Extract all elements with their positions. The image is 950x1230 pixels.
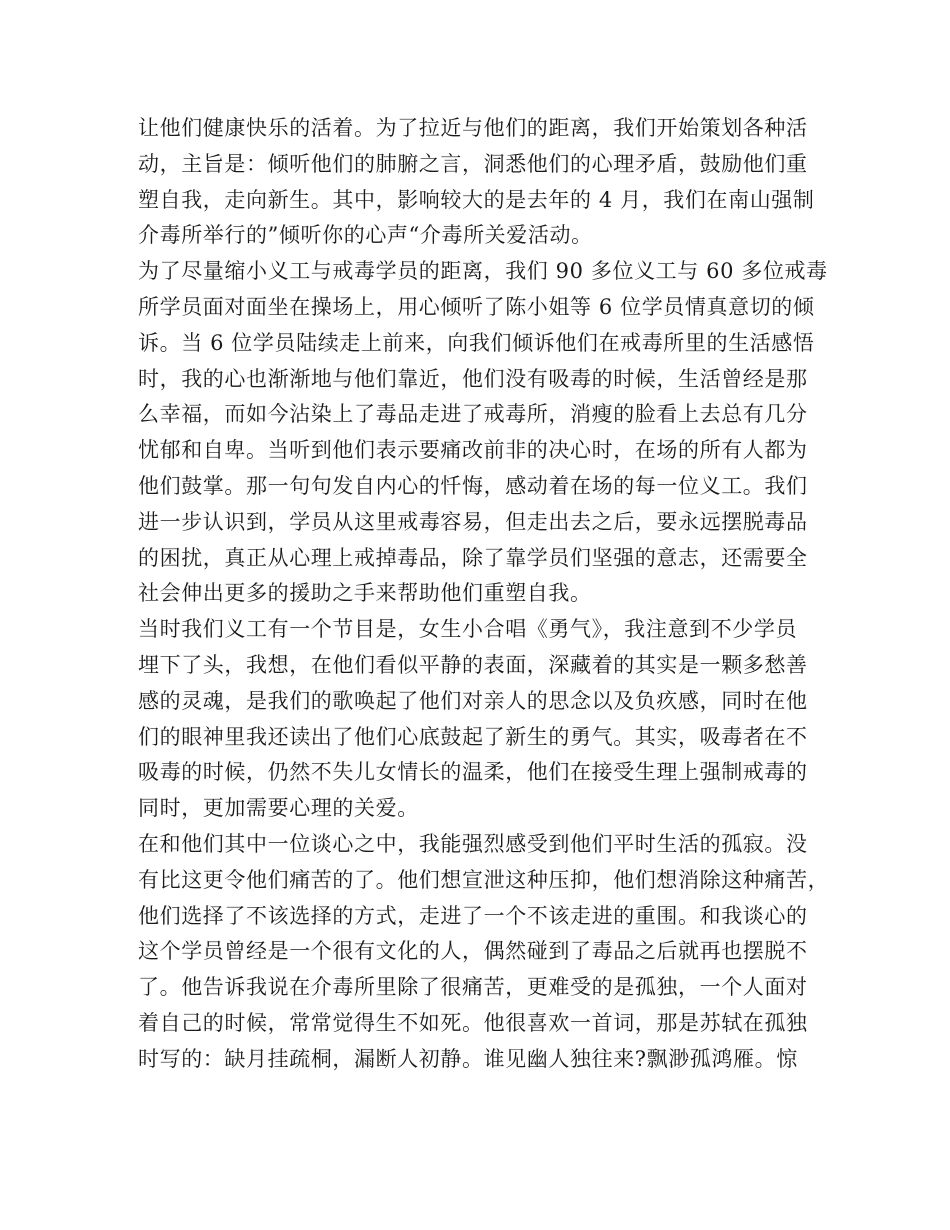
text-line: 时，我的心也渐渐地与他们靠近，他们没有吸毒的时候，生活曾经是那 xyxy=(138,366,808,391)
text-line: 塑自我，走向新生。其中，影响较大的是去年的 4 月，我们在南山强制 xyxy=(138,187,815,212)
text-line: 时写的：缺月挂疏桐，漏断人初静。谁见幽人独往来?飘渺孤鸿雁。惊 xyxy=(138,1046,798,1071)
text-line: 这个学员曾经是一个很有文化的人，偶然碰到了毒品之后就再也摆脱不 xyxy=(138,939,808,964)
text-line: 进一步认识到，学员从这里戒毒容易，但走出去之后，要永远摆脱毒品 xyxy=(138,509,808,534)
text-line: 诉。当 6 位学员陆续走上前来，向我们倾诉他们在戒毒所里的生活感悟 xyxy=(138,330,815,355)
text-line: 他们鼓掌。那一句句发自内心的忏悔，感动着在场的每一位义工。我们 xyxy=(138,473,808,498)
text-line: 同时，更加需要心理的关爱。 xyxy=(138,796,419,821)
text-line: 当时我们义工有一个节目是，女生小合唱《勇气》，我注意到不少学员 xyxy=(138,617,798,642)
text-line: 感的灵魂，是我们的歌唤起了他们对亲人的思念以及负疚感，同时在他 xyxy=(138,688,808,713)
text-line: 的困扰，真正从心理上戒掉毒品，除了靠学员们坚强的意志，还需要全 xyxy=(138,545,808,570)
text-line: 埋下了头，我想，在他们看似平静的表面，深藏着的其实是一颗多愁善 xyxy=(138,652,808,677)
text-line: 吸毒的时候，仍然不失儿女情长的温柔，他们在接受生理上强制戒毒的 xyxy=(138,760,808,785)
text-line: 让他们健康快乐的活着。为了拉近与他们的距离，我们开始策划各种活 xyxy=(138,116,808,140)
text-line: 们的眼神里我还读出了他们心底鼓起了新生的勇气。其实，吸毒者在不 xyxy=(138,724,808,749)
text-line: 有比这更令他们痛苦的了。他们想宣泄这种压抑，他们想消除这种痛苦， xyxy=(138,867,830,892)
text-line: 着自己的时候，常常觉得生不如死。他很喜欢一首词，那是苏轼在孤独 xyxy=(138,1010,808,1035)
text-line: 社会伸出更多的援助之手来帮助他们重塑自我。 xyxy=(138,581,592,606)
text-line: 了。他告诉我说在介毒所里除了很痛苦，更难受的是孤独，一个人面对 xyxy=(138,975,808,1000)
text-line: 忧郁和自卑。当听到他们表示要痛改前非的决心时，在场的所有人都为 xyxy=(138,438,808,463)
text-line: 所学员面对面坐在操场上，用心倾听了陈小姐等 6 位学员情真意切的倾 xyxy=(138,294,815,319)
text-line: 为了尽量缩小义工与戒毒学员的距离，我们 90 多位义工与 60 多位戒毒 xyxy=(138,259,828,284)
text-line: 么幸福，而如今沾染上了毒品走进了戒毒所，消瘦的脸看上去总有几分 xyxy=(138,402,808,427)
text-line: 他们选择了不该选择的方式，走进了一个不该走进的重围。和我谈心的 xyxy=(138,903,808,928)
body-text xyxy=(138,111,828,1078)
text-line: 动，主旨是：倾听他们的肺腑之言，洞悉他们的心理矛盾，鼓励他们重 xyxy=(138,151,808,176)
text-line: 介毒所举行的”倾听你的心声“介毒所关爱活动。 xyxy=(138,223,593,248)
text-line: 在和他们其中一位谈心之中，我能强烈感受到他们平时生活的孤寂。没 xyxy=(138,831,808,856)
